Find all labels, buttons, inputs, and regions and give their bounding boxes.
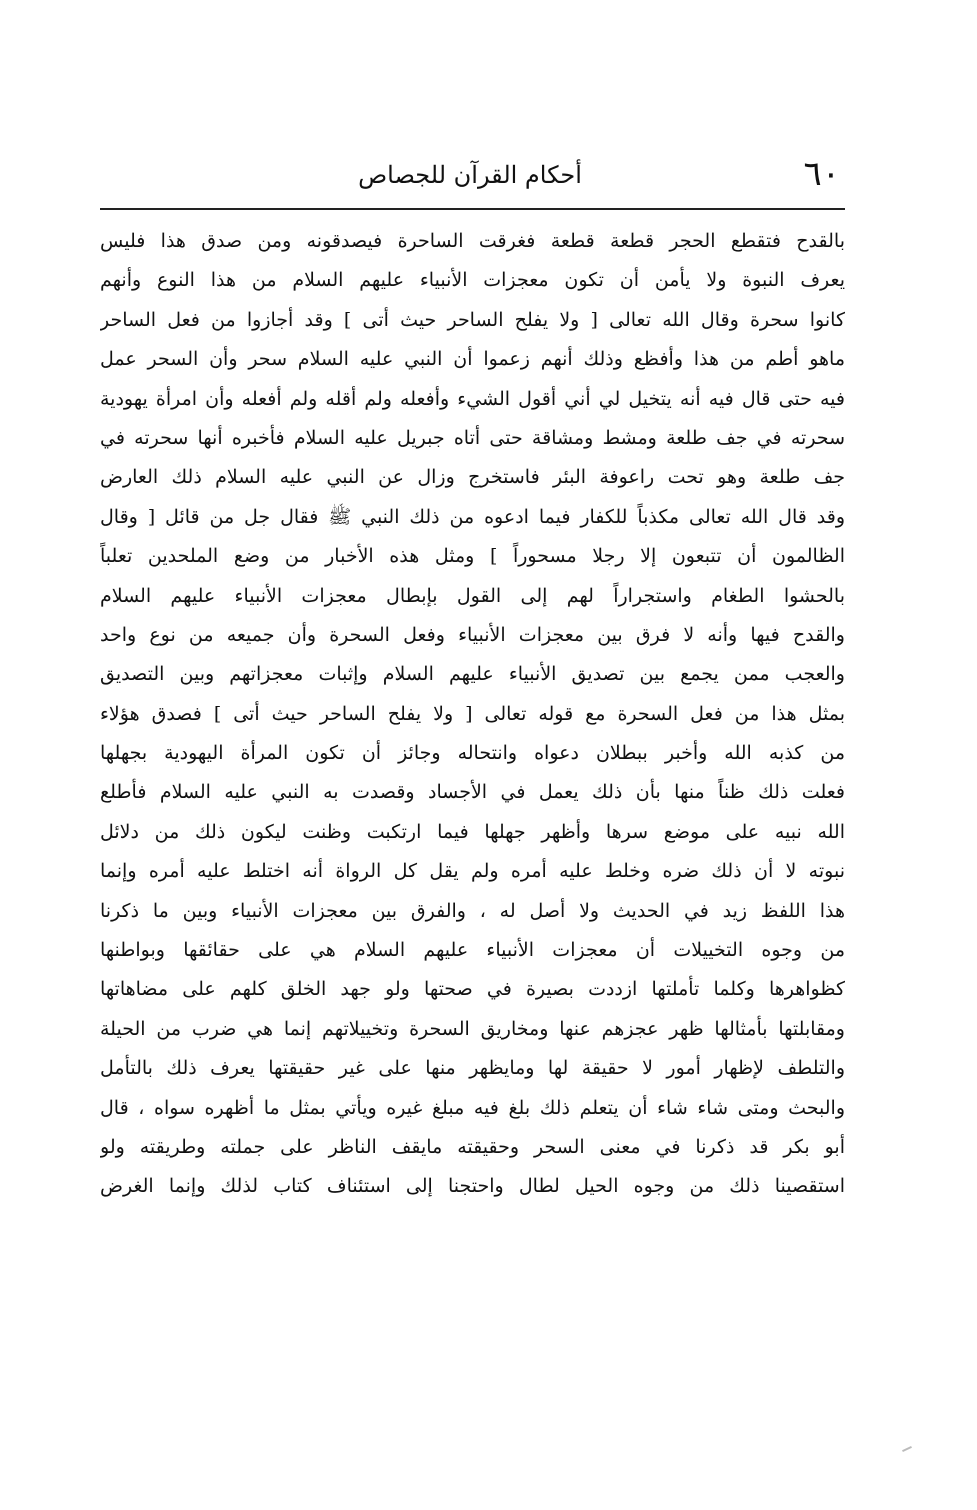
page-number: ٦٠	[803, 154, 840, 194]
text-line: هذا اللفظ زيد في الحديث ولا أصل له ، والفرق بين معجزات الأنبياء وبين ما ذكرنا	[100, 899, 845, 922]
text-line: والبحث ومتى شاء شاء أن يتعلم ذلك بلغ فيه مبلغ غيره ويأتي بمثل ما أظهره سواه ، قال	[100, 1096, 845, 1119]
text-line: وقد قال الله تعالى مكذباً للكفار فيما ادعوه من ذلك النبي ﷺ فقال جل من قائل [ وقال	[100, 505, 845, 528]
text-line: استقصينا ذلك من وجوه الحيل لطال واحتجنا إلى استئناف كتاب لذلك وإنما الغرض	[100, 1175, 845, 1198]
text-line: فعلت ذلك ظناً منها بأن ذلك يعمل في الأجساد وقصدت به النبي عليه السلام فأطلع	[100, 781, 845, 804]
text-line: سحرته في جف طلعة ومشط ومشاقة حتى أتاه جبريل عليه السلام فأخبره أنها سحرته في	[100, 426, 845, 449]
text-line: بالحشوا الطغام واستجراراً لهم إلى القول بإبطال معجزات الأنبياء عليهم السلام	[100, 584, 845, 607]
header-rule	[100, 208, 845, 210]
text-line: كانوا سحرة وقال الله تعالى [ ولا يفلح الساحر حيث أتى ] وقد أجازوا من فعل الساحر	[100, 308, 845, 331]
text-line: الظالمون أن تتبعون إلا رجلا مسحوراً ] ومثل هذه الأخبار من وضع الملحدين تعلباً	[100, 545, 845, 568]
text-line: كظواهرها وكلما تأملتها ازددت بصيرة في صحتها ولو جهد الخلق كلهم على مضاهاتها	[100, 978, 845, 1001]
text-line: والتلطف لإظهار أمور لا حقيقة لها ومايظهر منها على غير حقيقتها يعرف ذلك بالتأمل	[100, 1057, 845, 1080]
scan-speck	[902, 1446, 912, 1452]
text-line: ومقابلتها بأمثالها ظهر عجزهم عنها ومخاريق السحرة وتخييلاتهم إنما هي ضرب من الحيلة	[100, 1017, 845, 1040]
text-line: والعجب ممن يجمع بين تصديق الأنبياء عليهم السلام وإثبات معجزاتهم وبين التصديق	[100, 663, 845, 686]
text-line: نبوته لا أن ذلك ضره وخلط عليه أمره ولم يقل كل الرواة أنه اختلط عليه أمره وإنما	[100, 860, 845, 883]
text-line: فيه حتى قال فيه أنه يتخيل لي أني أقول الشيء وأفعله ولم أقله ولم أفعله وأن امرأة يهودية	[100, 387, 845, 410]
text-line: جف طلعة وهو تحت راعوفة البئر فاستخرج وزال عن النبي عليه السلام ذلك العارض	[100, 466, 845, 489]
text-line: ماهو أطم من هذا وأفظع وذلك أنهم زعموا أن النبي عليه السلام سحر وأن السحر عمل	[100, 348, 845, 371]
text-line: والقدح فيها وأنه لا فرق بين معجزات الأنبياء وفعل السحرة وأن جميعه من نوع واحد	[100, 623, 845, 646]
page-header	[100, 150, 840, 200]
running-title: أحكام القرآن للجصاص	[358, 161, 582, 189]
text-line: بمثل هذا من فعل السحرة مع قوله تعالى [ ولا يفلح الساحر حيث أتى ] فصدق هؤلاء	[100, 702, 845, 725]
text-line: الله نبيه على موضع سرها وأظهر جهلها فيما ارتكبت وظنت ليكون ذلك من دلائل	[100, 820, 845, 843]
body-text	[100, 222, 845, 1207]
text-line: من كذبه الله وأخبر ببطلان دعواه وانتحاله وجائز أن تكون المرأة اليهودية بجهلها	[100, 742, 845, 765]
text-line: يعرف النبوة ولا يأمن أن تكون معجزات الأنبياء عليهم السلام من هذا النوع وأنهم	[100, 269, 845, 292]
text-line: من وجوه التخييلات أن معجزات الأنبياء عليهم السلام هي على حقائقها وبواطنها	[100, 939, 845, 962]
text-line: أبو بكر قد ذكرنا في معنى السحر وحقيقته مايقف الناظر على جملته وطريقته ولو	[100, 1135, 845, 1158]
text-line: بالقدح فتقطع الحجر قطعة قطعة فغرقت الساحرة فيصدقونه ومن صدق هذا فليس	[100, 230, 845, 252]
